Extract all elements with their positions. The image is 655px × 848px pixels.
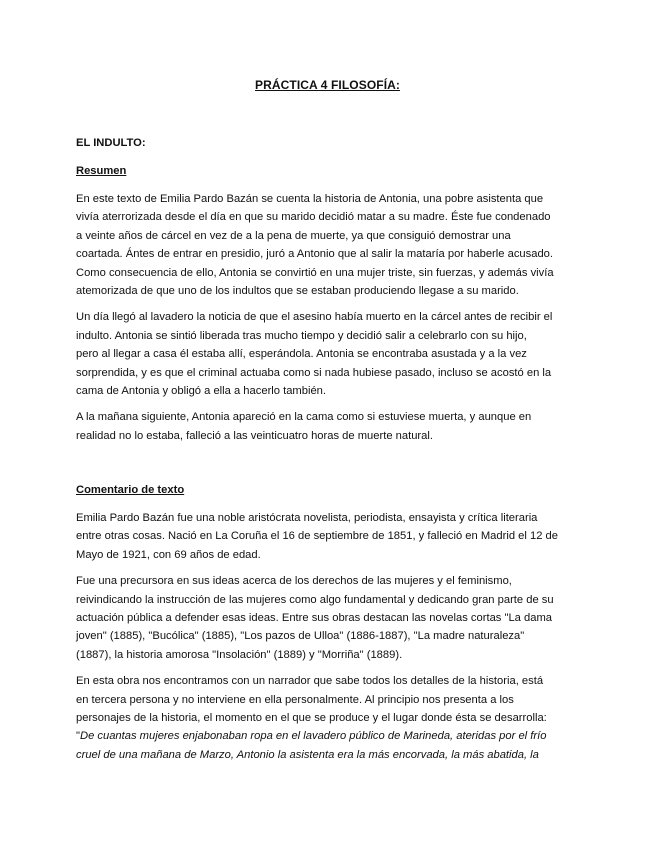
text-line: atemorizada de que uno de los indultos que se estaban produciendo llegase a su marido.: [76, 284, 519, 297]
text-line: Mayo de 1921, con 69 años de edad.: [76, 548, 261, 561]
text-line: personajes de la historia, el momento en el que se produce y el lugar donde ésta se desarrolla:: [76, 711, 547, 724]
text-line: Como consecuencia de ello, Antonia se convirtió en una mujer triste, sin fuerzas, y además vivía: [76, 266, 554, 279]
text-line: Emilia Pardo Bazán fue una noble aristócrata novelista, periodista, ensayista y crítica literaria: [76, 512, 538, 525]
section-title: EL INDULTO:: [76, 137, 146, 149]
text-line: A la mañana siguiente, Antonia apareció en la cama como si estuviese muerta, y aunque en: [76, 411, 532, 424]
commentary-heading: Comentario de texto: [76, 484, 185, 497]
text-line: en tercera persona y no interviene en ella personalmente. Al principio nos presenta a los: [76, 693, 514, 706]
text-line: En esta obra nos encontramos con un narrador que sabe todos los detalles de la historia, está: [76, 675, 544, 688]
summary-heading: Resumen: [76, 165, 127, 177]
text-line: En este texto de Emilia Pardo Bazán se cuenta la historia de Antonia, una pobre asistenta que: [76, 193, 544, 205]
text-line: realidad no lo estaba, falleció a las veinticuatro horas de muerte natural.: [76, 429, 433, 442]
quote-text: De cuantas mujeres enjabonaban ropa en el lavadero público de Marineda, ateridas por el frío: [79, 730, 547, 743]
quote-line: cruel de una mañana de Marzo, Antonio la asistenta era la más encorvada, la más abatida, la: [76, 748, 539, 761]
text-line: a veinte años de cárcel en vez de a la pena de muerte, ya que consiguió demostrar una: [76, 229, 511, 242]
text-line: sorprendida, y es que el criminal actuaba como si nada hubiese pasado, incluso se acostó en la: [76, 366, 552, 379]
text-line: reivindicando la instrucción de las mujeres como algo fundamental y dedicando gran parte de su: [76, 593, 554, 606]
quote-open-mark: ": [76, 730, 80, 743]
section-spacer: [76, 453, 584, 481]
text-line: indulto. Antonia se sintió liberada tras mucho tiempo y decidió salir a celebrarlo con su hijo,: [76, 329, 527, 342]
text-line: Un día llegó al lavadero la noticia de que el asesino había muerto en la cárcel antes de recibir el: [76, 311, 553, 324]
text-line: vivía aterrorizada desde el día en que su marido decidió matar a su madre. Éste fue condenado: [76, 211, 551, 224]
document-title: PRÁCTICA 4 FILOSOFÍA:: [255, 78, 400, 92]
summary-paragraph-3: [76, 408, 584, 445]
text-line: actuación pública a defender esas ideas. Entre sus obras destacan las novelas cortas "La dama: [76, 612, 552, 625]
quote-line: [76, 727, 584, 745]
commentary-paragraph-3: [76, 672, 584, 764]
text-line: Fue una precursora en sus ideas acerca de los derechos de las mujeres y el feminismo,: [76, 575, 512, 588]
text-line: joven" (1885), "Bucólica" (1885), "Los pazos de Ulloa" (1886-1887), "La madre naturaleza": [76, 630, 525, 643]
commentary-paragraph-1: [76, 509, 584, 564]
summary-paragraph-1: [76, 190, 584, 300]
text-line: cama de Antonia y obligó a ella a hacerlo también.: [76, 384, 327, 397]
document-body: [76, 134, 584, 772]
text-line: coartada. Ántes de entrar en presidio, juró a Antonio que al salir la mataría por haberle acusado.: [76, 248, 554, 261]
text-line: entre otras cosas. Nació en La Coruña el 16 de septiembre de 1851, y falleció en Madrid el 12 de: [76, 530, 558, 543]
commentary-paragraph-2: [76, 572, 584, 664]
text-line: pero al llegar a casa él estaba allí, esperándola. Antonia se encontraba asustada y a la vez: [76, 348, 527, 361]
text-line: (1887), la historia amorosa "Insolación" (1889) y "Morriña" (1889).: [76, 648, 403, 661]
summary-paragraph-2: [76, 308, 584, 400]
